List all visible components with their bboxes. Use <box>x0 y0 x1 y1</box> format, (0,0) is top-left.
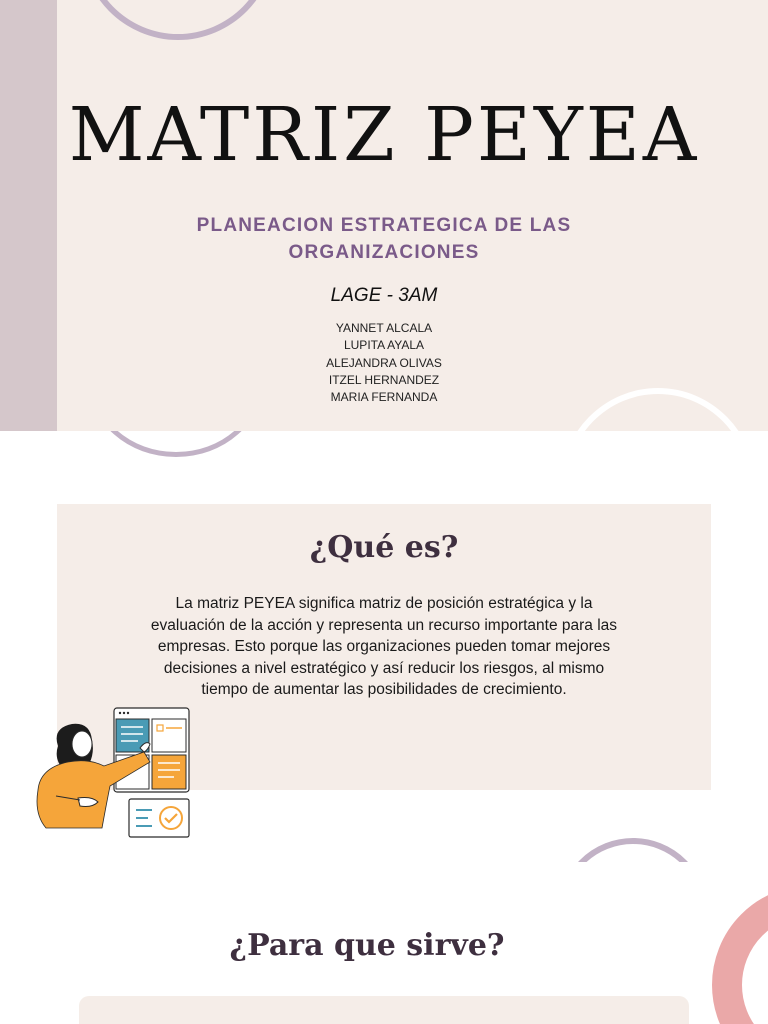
ring-decoration-top <box>80 0 276 40</box>
subtitle-line-2: ORGANIZACIONES <box>288 242 480 263</box>
presentation-subtitle <box>180 212 588 266</box>
members-list <box>0 320 768 406</box>
member-name: LUPITA AYALA <box>343 338 425 353</box>
ring-decoration-below <box>0 431 768 461</box>
purpose-heading: ¿Para que sirve? <box>229 928 505 963</box>
member-name: MARIA FERNANDA <box>330 390 438 405</box>
member-name: ALEJANDRA OLIVAS <box>326 355 442 370</box>
title-slide <box>0 0 768 431</box>
member-name: YANNET ALCALA <box>335 321 433 335</box>
definition-line: decisiones a nivel estratégico y así reducir los riesgos, al mismo <box>163 659 605 677</box>
group-label: LAGE - 3AM <box>330 285 438 306</box>
definition-heading: ¿Qué es? <box>309 530 459 565</box>
definition-line: evaluación de la acción y representa un recurso importante para las <box>150 616 618 634</box>
subtitle-line-1: PLANEACION ESTRATEGICA DE LAS <box>196 215 572 236</box>
definition-line: empresas. Esto porque las organizaciones pueden tomar mejores <box>157 638 611 655</box>
woman-presenting-illustration <box>28 706 192 840</box>
ring-decoration-slide3 <box>0 830 768 862</box>
definition-text <box>120 593 648 701</box>
purpose-panel <box>79 996 689 1024</box>
definition-line: tiempo de aumentar las posibilidades de crecimiento. <box>201 681 567 698</box>
presentation-title: MATRIZ PEYEA <box>68 92 700 178</box>
definition-line: La matriz PEYEA significa matriz de posición estratégica y la <box>175 595 593 612</box>
member-name: ITZEL HERNANDEZ <box>328 372 440 387</box>
